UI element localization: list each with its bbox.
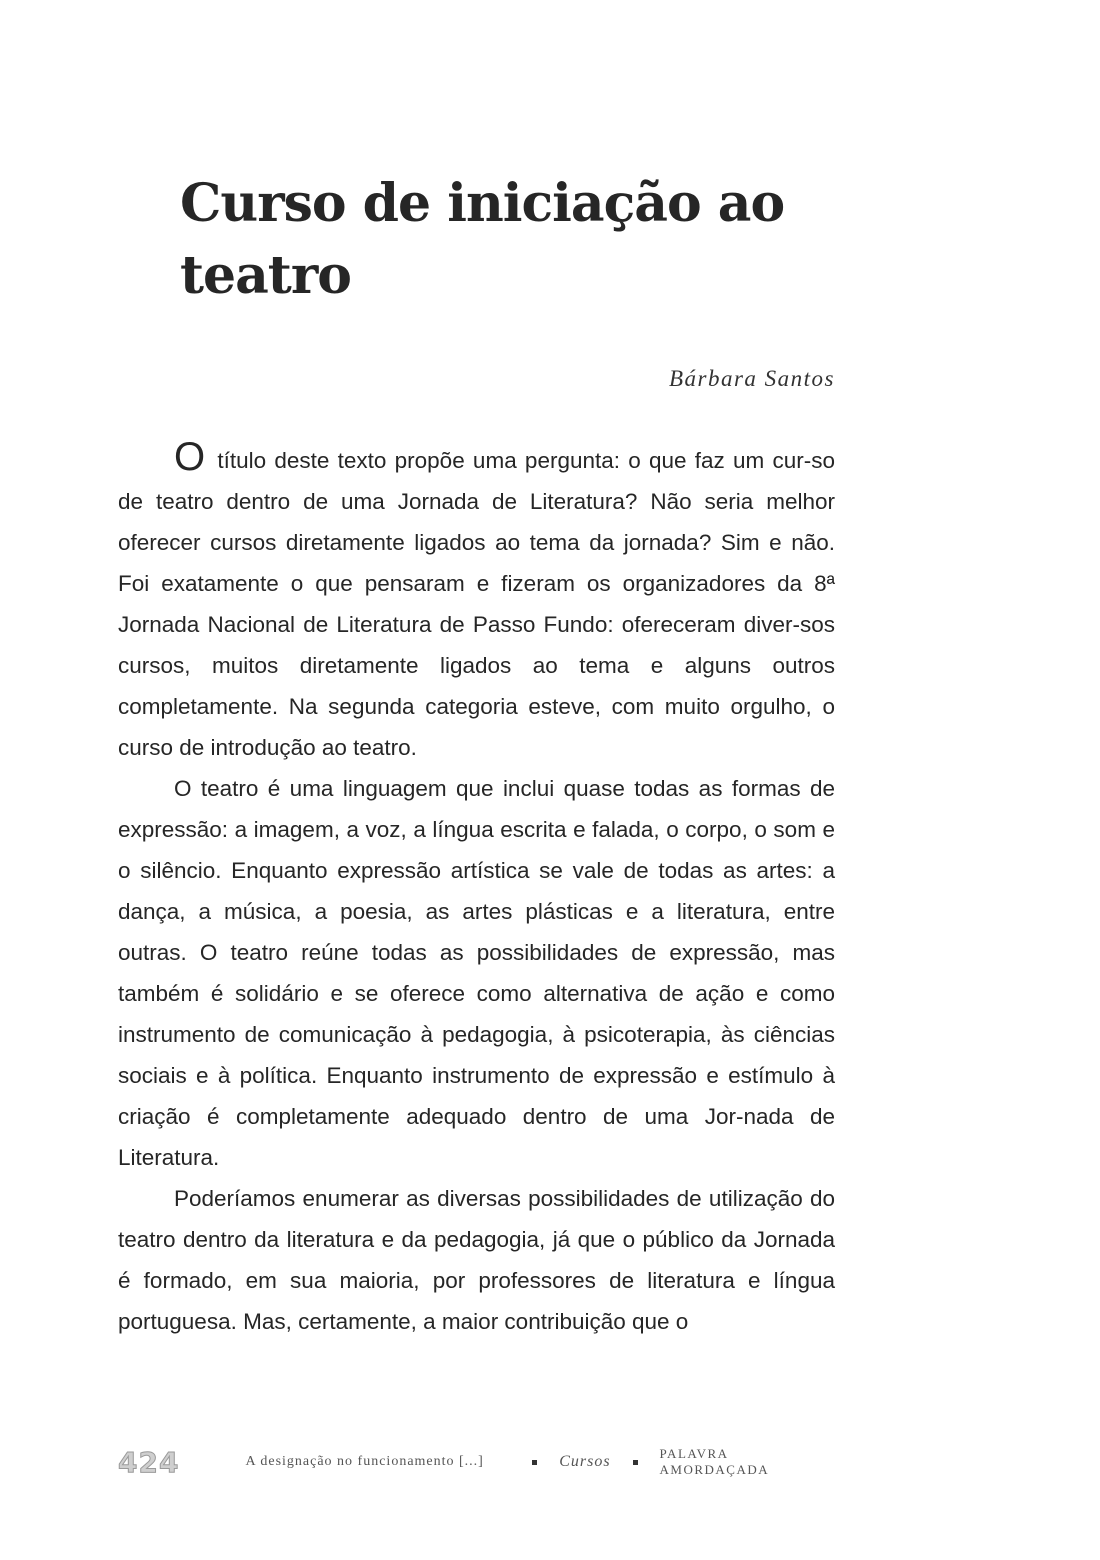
article-author: Bárbara Santos (668, 366, 835, 391)
footer-publication: PALAVRA AMORDAÇADA (659, 1446, 770, 1477)
page-number: 424 (118, 1445, 180, 1479)
article-title: Curso de iniciação ao teatro (180, 173, 785, 306)
article-body (118, 435, 835, 1342)
paragraph-2: O teatro é uma linguagem que inclui quase todas as formas de expressão: a imagem, a voz, a língua escrita e falada, o corpo, o som e o silêncio. Enquanto expressão artística se vale de todas as artes: a dança, a música, a poesia, as artes plásticas e a literatura, entre outras. O teatro reúne todas as possibilidades de expressão, mas também é solidário e se oferece como alternativa de ação e como instrumento de comunicação à pedagogia, à psicoterapia, às ciências sociais e à política. Enquanto instrumento de expressão e estímulo à criação é completamente adequado dentro de uma Jor-nada de Literatura. (118, 776, 835, 1170)
footer-separator-square-icon (633, 1460, 638, 1465)
paragraph-1 (118, 435, 835, 768)
page-footer (118, 1442, 838, 1482)
footer-section: Cursos (559, 1453, 611, 1470)
footer-book-title: A designação no funcionamento [...] (245, 1454, 484, 1469)
paragraph-3: Poderíamos enumerar as diversas possibilidades de utilização do teatro dentro da literatura e da pedagogia, já que o público da Jornada é formado, em sua maioria, por professores de literatura e língua portuguesa. Mas, certamente, a maior contribuição que o (118, 1186, 835, 1334)
drop-cap: O (174, 435, 206, 479)
footer-separator-square-icon (532, 1460, 537, 1465)
paragraph-1-text: título deste texto propõe uma pergunta: o que faz um cur-so de teatro dentro de uma Jornada de Literatura? Não seria melhor oferecer cursos diretamente ligados ao tema da jornada? Sim e não. Foi exatamente o que pensaram e fizeram os organizadores da 8ª Jornada Nacional de Literatura de Passo Fundo: ofereceram diver-sos cursos, muitos diretamente ligados ao tema e alguns outros completamente. Na segunda categoria esteve, com muito orgulho, o curso de introdução ao teatro. (118, 448, 835, 760)
